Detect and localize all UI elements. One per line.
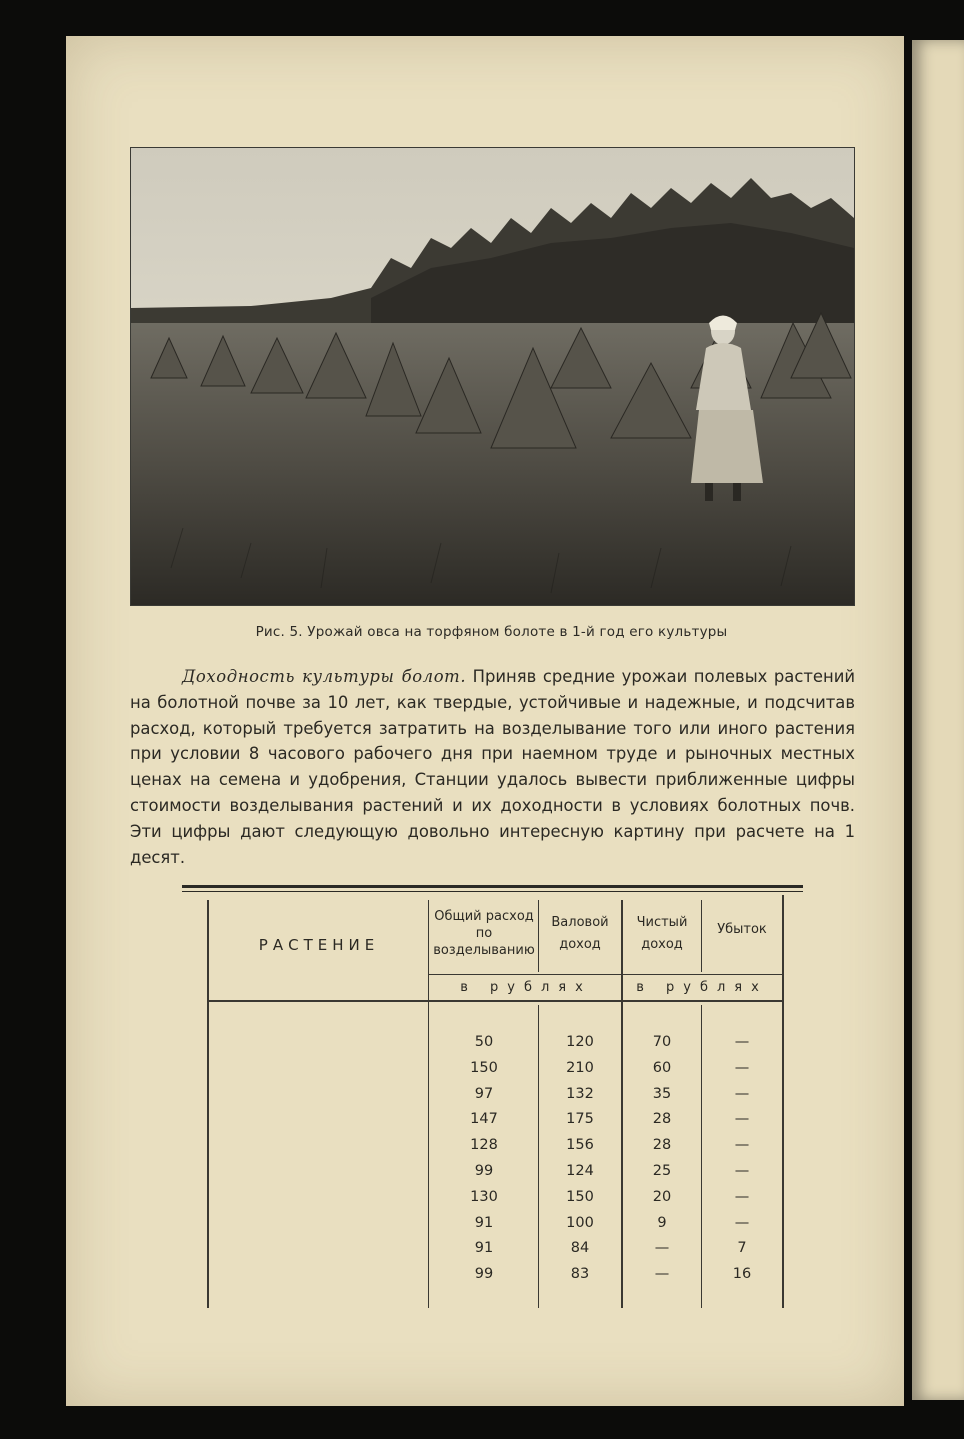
row-total-cost: 99	[474, 1162, 494, 1179]
row-total-cost: 91	[474, 1240, 494, 1257]
row-loss: 16	[732, 1266, 752, 1283]
row-net-income: 28	[652, 1137, 672, 1154]
row-net-income: 25	[652, 1162, 672, 1179]
row-loss: 7	[737, 1240, 747, 1257]
row-total-cost: 128	[470, 1137, 498, 1154]
oat-harvest-photo	[130, 147, 855, 606]
header-bottom-rule	[209, 1000, 782, 1002]
table-row	[210, 1189, 782, 1215]
row-gross-income: 156	[566, 1137, 594, 1154]
table-row	[210, 1086, 782, 1112]
row-net-income: 35	[652, 1085, 672, 1102]
table-left-border	[207, 900, 209, 1308]
row-total-cost: 97	[474, 1085, 494, 1102]
unit-label-left: в рублях	[460, 980, 592, 995]
table-top-rule-thin	[182, 891, 803, 892]
row-loss: —	[734, 1188, 750, 1205]
row-net-income: 28	[652, 1111, 672, 1128]
unit-label-right: в рублях	[636, 980, 768, 995]
row-gross-income: 132	[566, 1085, 594, 1102]
row-net-income: 60	[652, 1059, 672, 1076]
row-gross-income: 150	[566, 1188, 594, 1205]
row-gross-income: 175	[566, 1111, 594, 1128]
table-row	[210, 1034, 782, 1060]
row-loss: —	[734, 1111, 750, 1128]
table-body	[210, 1034, 782, 1292]
row-net-income: 70	[652, 1034, 672, 1050]
row-total-cost: 50	[474, 1034, 494, 1050]
row-gross-income: 84	[570, 1240, 590, 1257]
table-row	[210, 1111, 782, 1137]
row-total-cost: 130	[470, 1188, 498, 1205]
table-row	[210, 1137, 782, 1163]
table-row	[210, 1266, 782, 1292]
row-loss: —	[734, 1085, 750, 1102]
table-row	[210, 1163, 782, 1189]
row-gross-income: 100	[566, 1214, 594, 1231]
gross-income-header: Валовой доход	[551, 915, 609, 952]
row-total-cost: 150	[470, 1059, 498, 1076]
row-loss: —	[734, 1162, 750, 1179]
row-loss: —	[734, 1214, 750, 1231]
table-right-border	[782, 895, 784, 1308]
figure-caption: Рис. 5. Урожай овса на торфяном болоте в 1-й год его культуры	[255, 624, 728, 640]
table-row	[210, 1240, 782, 1266]
table-top-rule	[182, 885, 803, 888]
next-page-edge	[912, 40, 964, 1400]
row-net-income: —	[654, 1266, 670, 1283]
row-gross-income: 120	[566, 1034, 594, 1050]
row-total-cost: 147	[470, 1111, 498, 1128]
row-net-income: 9	[657, 1214, 667, 1231]
header-divider	[428, 974, 782, 975]
paragraph-text: Приняв средние урожаи полевых растений на болотной почве за 10 лет, как твердые, устойчивые и надежные, и подсчитав расход, который требуется затратить на возделывание того или иного растения при условии 8 часового рабочего дня при наемном труде и рыночных местных ценах на семена и удобрения, Станции удалось вывести приближенные цифры стоимости возделывания растений и их доходности в условиях болотных почв. Эти цифры дают следующую довольно интересную картину при расчете на 1 десят.	[130, 667, 855, 867]
table-row	[210, 1215, 782, 1241]
paragraph-lead: Доходность культуры болот.	[182, 667, 467, 686]
row-loss: —	[734, 1059, 750, 1076]
table-row	[210, 1060, 782, 1086]
row-gross-income: 210	[566, 1059, 594, 1076]
row-loss: —	[734, 1034, 750, 1050]
plant-column-header: РАСТЕНИЕ	[258, 936, 380, 954]
row-gross-income: 83	[570, 1266, 590, 1283]
net-income-header: Чистый доход	[636, 915, 688, 952]
row-net-income: —	[654, 1240, 670, 1257]
row-total-cost: 91	[474, 1214, 494, 1231]
row-gross-income: 124	[566, 1162, 594, 1179]
row-total-cost: 99	[474, 1266, 494, 1283]
body-paragraph	[130, 664, 855, 870]
total-cost-header: Общий расход по возделыванию	[433, 909, 535, 958]
loss-header: Убыток	[717, 922, 767, 937]
row-net-income: 20	[652, 1188, 672, 1205]
row-loss: —	[734, 1137, 750, 1154]
